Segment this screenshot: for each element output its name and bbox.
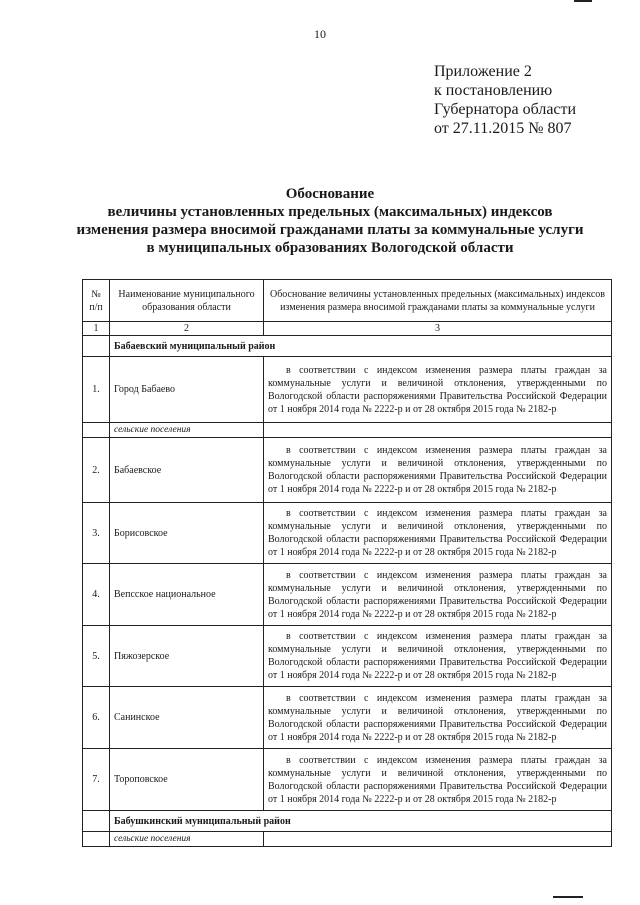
table-row [83, 357, 612, 423]
row-number: 7. [83, 749, 110, 811]
page-number: 10 [314, 27, 326, 41]
table-row [83, 687, 612, 749]
column-number-row [83, 322, 612, 336]
basis-cell: в соответствии с индексом изменения размера платы граждан за коммунальные услуги и величиной отклонения, утвержденными по Вологодской области распоряжениями Правительства Российской Федерации от 1 ноября 2014 года № 2222-р и от 28 октября 2015 года № 2182-р [264, 503, 612, 564]
basis-cell: в соответствии с индексом изменения размера платы граждан за коммунальные услуги и величиной отклонения, утвержденными по Вологодской области распоряжениями Правительства Российской Федерации от 1 ноября 2014 года № 2222-р и от 28 октября 2015 года № 2182-р [264, 564, 612, 626]
basis-cell: в соответствии с индексом изменения размера платы граждан за коммунальные услуги и величиной отклонения, утвержденными по Вологодской области распоряжениями Правительства Российской Федерации от 1 ноября 2014 года № 2222-р и от 28 октября 2015 года № 2182-р [264, 438, 612, 503]
table-row [83, 626, 612, 687]
row-number: 6. [83, 687, 110, 749]
row-number: 4. [83, 564, 110, 626]
municipality-name: Город Бабаево [110, 357, 264, 423]
rural-label-row [83, 832, 612, 847]
title-line: величины установленных предельных (максимальных) индексов [107, 204, 553, 220]
table-row [83, 749, 612, 811]
column-number: 1 [83, 322, 110, 336]
scan-mark [553, 896, 583, 898]
basis-cell: в соответствии с индексом изменения размера платы граждан за коммунальные услуги и величиной отклонения, утвержденными по Вологодской области распоряжениями Правительства Российской Федерации от 1 ноября 2014 года № 2222-р и от 28 октября 2015 года № 2182-р [264, 357, 612, 423]
title-line: Обоснование [285, 186, 375, 202]
district-row [83, 811, 612, 832]
header-num: № п/п [83, 280, 110, 322]
row-number: 2. [83, 438, 110, 503]
row-number: 3. [83, 503, 110, 564]
row-number: 1. [83, 357, 110, 423]
basis-cell: в соответствии с индексом изменения размера платы граждан за коммунальные услуги и величиной отклонения, утвержденными по Вологодской области распоряжениями Правительства Российской Федерации от 1 ноября 2014 года № 2222-р и от 28 октября 2015 года № 2182-р [264, 749, 612, 811]
title-line: изменения размера вносимой гражданами платы за коммунальные услуги [76, 222, 584, 238]
header-name: Наименование муниципального образования области [110, 280, 264, 322]
appendix-line: от 27.11.2015 № 807 [434, 120, 572, 137]
appendix-block [434, 62, 576, 138]
district-name: Бабушкинский муниципальный район [110, 811, 612, 832]
basis-cell: в соответствии с индексом изменения размера платы граждан за коммунальные услуги и величиной отклонения, утвержденными по Вологодской области распоряжениями Правительства Российской Федерации от 1 ноября 2014 года № 2222-р и от 28 октября 2015 года № 2182-р [264, 687, 612, 749]
table-row [83, 503, 612, 564]
municipality-name: Тороповское [110, 749, 264, 811]
district-name: Бабаевский муниципальный район [110, 336, 612, 357]
appendix-line: Губернатора области [434, 101, 577, 118]
header-row [83, 280, 612, 322]
table-row [83, 438, 612, 503]
row-number: 5. [83, 626, 110, 687]
column-number: 2 [110, 322, 264, 336]
rural-settlements-label: сельские поселения [110, 423, 264, 438]
basis-cell: в соответствии с индексом изменения размера платы граждан за коммунальные услуги и величиной отклонения, утвержденными по Вологодской области распоряжениями Правительства Российской Федерации от 1 ноября 2014 года № 2222-р и от 28 октября 2015 года № 2182-р [264, 626, 612, 687]
scan-mark [574, 0, 592, 2]
municipality-name: Вепсское национальное [110, 564, 264, 626]
table-row [83, 564, 612, 626]
document-title [60, 185, 600, 257]
header-basis: Обоснование величины установленных предельных (максимальных) индексов изменения размера вносимой гражданами платы за коммунальные услуги [264, 280, 612, 322]
rural-label-row [83, 423, 612, 438]
appendix-line: к постановлению [434, 82, 553, 99]
district-row [83, 336, 612, 357]
title-line: в муниципальных образованиях Вологодской области [146, 240, 514, 256]
column-number: 3 [264, 322, 612, 336]
municipality-name: Пяжозерское [110, 626, 264, 687]
municipality-name: Санинское [110, 687, 264, 749]
rural-settlements-label: сельские поселения [110, 832, 264, 847]
indices-table [82, 279, 612, 847]
appendix-line: Приложение 2 [434, 63, 532, 80]
municipality-name: Бабаевское [110, 438, 264, 503]
municipality-name: Борисовское [110, 503, 264, 564]
